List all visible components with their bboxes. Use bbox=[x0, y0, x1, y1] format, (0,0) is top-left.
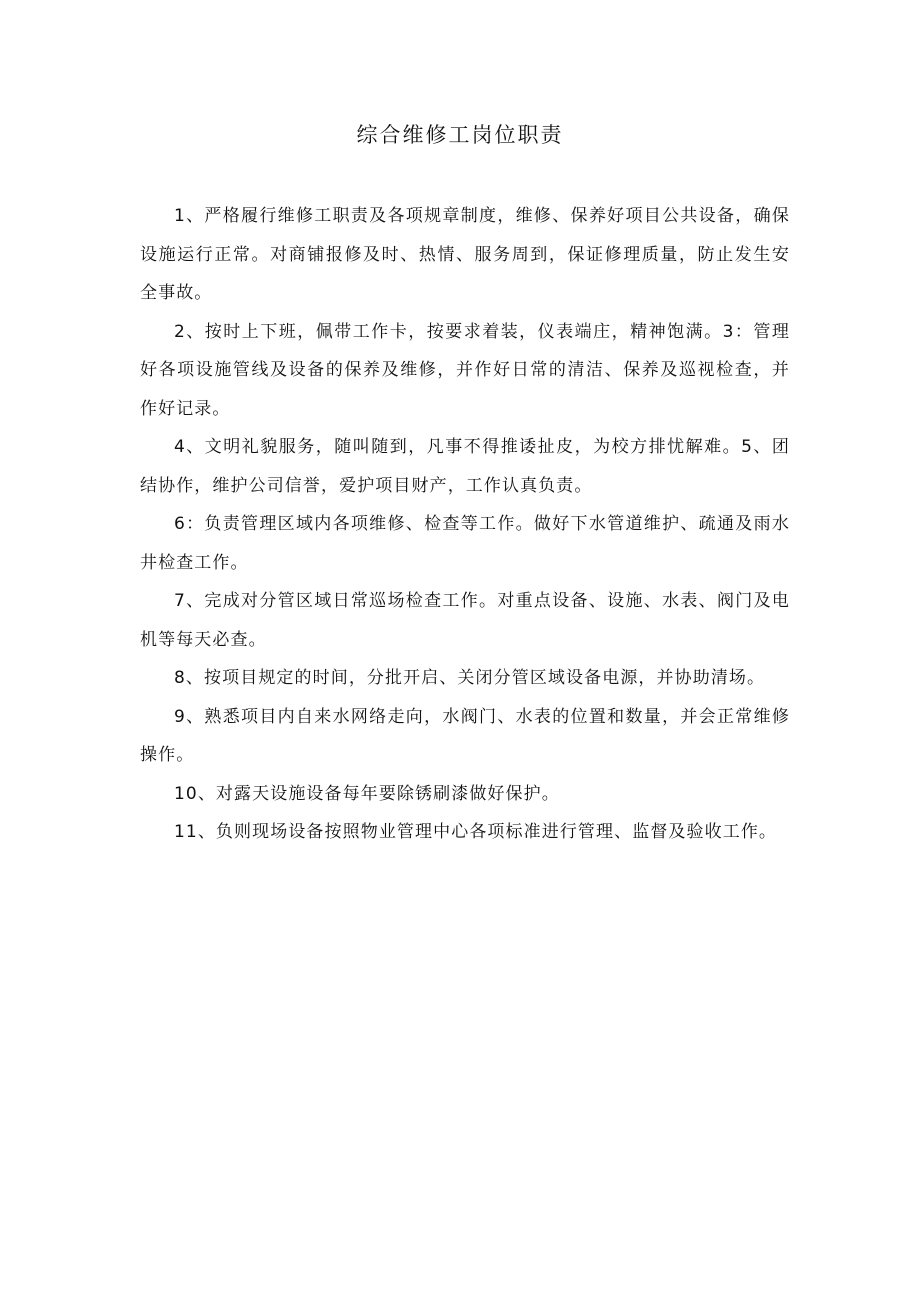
document-body bbox=[140, 197, 790, 852]
duty-item-8: 10、对露天设施设备每年要除锈刷漆做好保护。 bbox=[174, 783, 560, 804]
duty-item-6: 8、按项目规定的时间，分批开启、关闭分管区域设备电源，并协助清场。 bbox=[174, 668, 766, 688]
duty-item-4: 6：负责管理区域内各项维修、检查等工作。做好下水管道维护、疏通及雨水井检查工作。 bbox=[140, 514, 790, 573]
duty-item-5: 7、完成对分管区域日常巡场检查工作。对重点设备、设施、水表、阀门及电机等每天必查。 bbox=[140, 591, 790, 650]
duty-item-9: 11、负则现场设备按照物业管理中心各项标准进行管理、监督及验收工作。 bbox=[174, 822, 778, 842]
page-title: 综合维修工岗位职责 bbox=[356, 123, 564, 147]
duty-item-3: 4、文明礼貌服务，随叫随到，凡事不得推诿扯皮，为校方排忧解难。5、团结协作，维护公司信誉，爱护项目财产，工作认真负责。 bbox=[140, 437, 790, 496]
duty-item-2: 2、按时上下班，佩带工作卡，按要求着装，仪表端庄，精神饱满。3：管理好各项设施管线及设备的保养及维修，并作好日常的清洁、保养及巡视检查，并作好记录。 bbox=[140, 321, 790, 419]
duty-item-1: 1、严格履行维修工职责及各项规章制度，维修、保养好项目公共设备，确保设施运行正常。对商铺报修及时、热情、服务周到，保证修理质量，防止发生安全事故。 bbox=[140, 206, 790, 303]
duty-item-7: 9、熟悉项目内自来水网络走向，水阀门、水表的位置和数量，并会正常维修操作。 bbox=[140, 706, 790, 765]
